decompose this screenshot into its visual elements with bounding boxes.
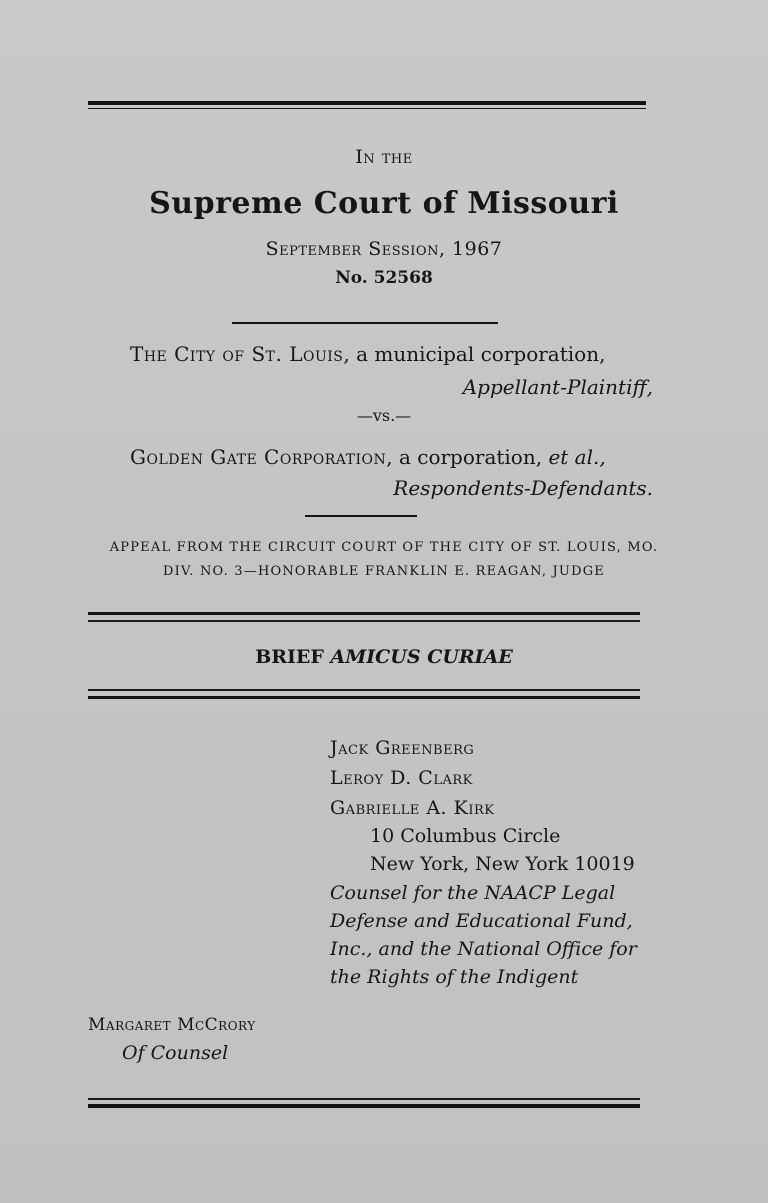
top-rule [88,101,646,105]
counsel-desc-4: the Rights of the Indigent [330,966,579,988]
respondent-name: Golden Gate Corporation [130,445,387,469]
counsel-desc-1: Counsel for the NAACP Legal [330,882,616,904]
brief-bottom-rule [88,696,640,699]
brief-top-rule-thin [88,620,640,622]
respondent-line [130,445,650,469]
of-counsel-name: Margaret McCrory [88,1015,256,1035]
appellant-name: The City of St. Louis [130,342,344,366]
session-line: September Session, 1967 [265,238,503,260]
counsel-address-2: New York, New York 10019 [370,853,635,875]
case-number: No. 52568 [335,268,433,288]
counsel-desc-2: Defense and Educational Fund, [330,910,633,932]
appellant-desc: , a municipal corporation, [343,342,606,366]
court-name: Supreme Court of Missouri [149,186,619,221]
appeal-line-1: APPEAL FROM THE CIRCUIT COURT OF THE CITY OF ST. LOUIS, MO. [109,540,659,555]
brief-bottom-rule-thin [88,689,640,691]
appellant-line [130,342,650,366]
counsel-name-1: Jack Greenberg [330,737,475,759]
brief-label-italic: AMICUS CURIAE [330,646,513,668]
appeal-line-2: DIV. NO. 3—HONORABLE FRANKLIN E. REAGAN, JUDGE [163,564,605,579]
short-rule-2 [305,515,417,517]
respondent-desc: , a corporation, [386,445,549,469]
brief-top-rule [88,612,640,615]
counsel-name-2: Leroy D. Clark [330,767,473,789]
bottom-rule [88,1104,640,1108]
respondent-role: Respondents-Defendants. [393,476,653,500]
brief-title [0,646,768,668]
short-rule-1 [232,322,498,324]
counsel-name-3: Gabrielle A. Kirk [330,797,495,819]
versus: —vs.— [356,406,412,425]
bottom-rule-thin [88,1098,640,1100]
appellant-role: Appellant-Plaintiff, [462,375,653,399]
respondent-etal: et al., [548,445,606,469]
of-counsel-label: Of Counsel [122,1042,229,1064]
top-rule-thin [88,108,646,109]
counsel-address-1: 10 Columbus Circle [370,825,561,847]
counsel-desc-3: Inc., and the National Office for [330,938,637,960]
brief-label: BRIEF [255,646,331,668]
in-the-heading: In the [355,146,413,168]
